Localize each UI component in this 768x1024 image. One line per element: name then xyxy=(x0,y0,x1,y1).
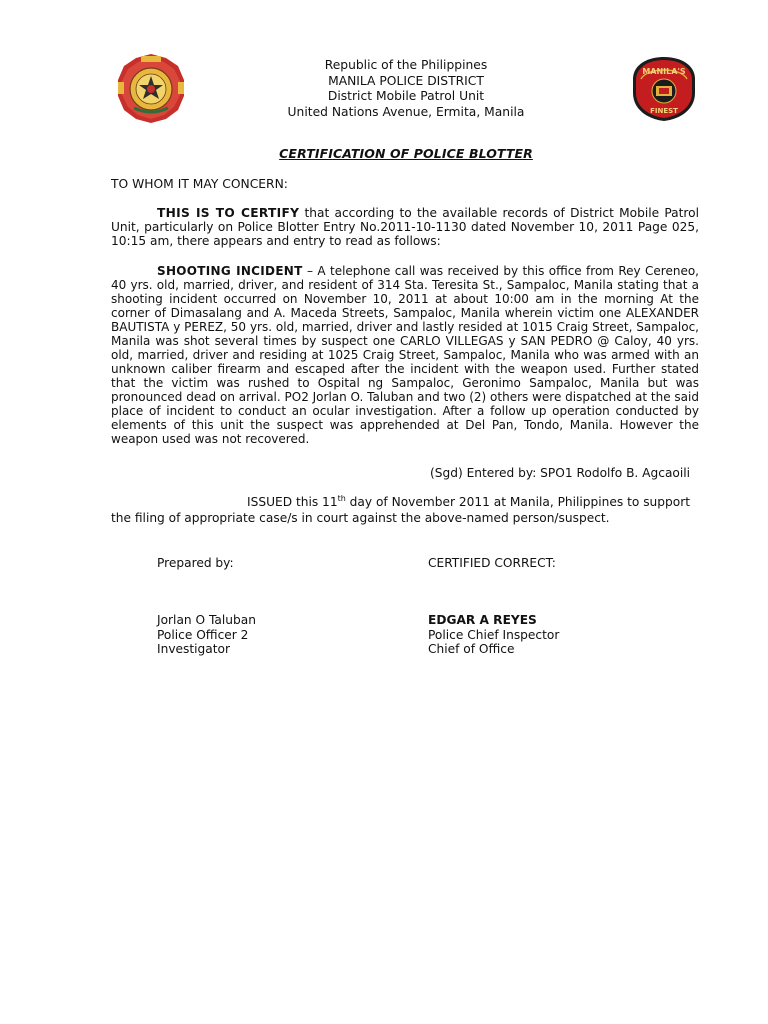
letterhead-address: United Nations Avenue, Ermita, Manila xyxy=(287,104,525,119)
issued-prefix: ISSUED this 11 xyxy=(247,495,338,509)
svg-text:FINEST: FINEST xyxy=(650,107,678,115)
manilas-finest-badge-icon xyxy=(631,55,697,123)
certifier-rank: Police Chief Inspector xyxy=(428,627,560,642)
certify-lead: THIS IS TO CERTIFY xyxy=(157,206,300,220)
certification-paragraph xyxy=(111,206,699,248)
letterhead-country: Republic of the Philippines xyxy=(324,58,488,72)
certify-body: that according to the available records of District Mobile Patrol Unit, particularly on Police Blotter Entry No.2011-10-1130 dated November 10, 2011 Page 025, 10:15 am, there appears and entry to read as follows: xyxy=(111,206,700,248)
document-title: CERTIFICATION OF POLICE BLOTTER xyxy=(279,146,533,161)
svg-text:MANILA'S: MANILA'S xyxy=(642,67,686,76)
entered-by: (Sgd) Entered by: SPO1 Rodolfo B. Agcaoili xyxy=(430,466,691,480)
salutation: TO WHOM IT MAY CONCERN: xyxy=(111,177,288,191)
police-seal-icon xyxy=(116,52,186,124)
letterhead xyxy=(250,58,562,120)
prepared-by-block xyxy=(157,613,256,657)
issued-paragraph xyxy=(111,495,699,526)
issued-rest: day of November 2011 at Manila, Philippines to support the filing of appropriate case/s in court against the above-named person/suspect. xyxy=(111,495,691,525)
issued-ordinal: th xyxy=(337,493,346,503)
preparer-name: Jorlan O Taluban xyxy=(157,613,256,627)
preparer-position: Investigator xyxy=(157,642,230,656)
certifier-name: EDGAR A REYES xyxy=(428,613,537,627)
preparer-rank: Police Officer 2 xyxy=(157,627,249,642)
letterhead-district: MANILA POLICE DISTRICT xyxy=(328,73,484,88)
prepared-by-label: Prepared by: xyxy=(157,556,234,570)
incident-paragraph xyxy=(111,264,699,446)
letterhead-unit: District Mobile Patrol Unit xyxy=(327,89,485,103)
certifier-position: Chief of Office xyxy=(428,642,515,656)
certified-correct-block xyxy=(428,613,559,657)
incident-body: – A telephone call was received by this office from Rey Cereneo, 40 yrs. old, married, driver, and resident of 314 Sta. Teresita St., Sampaloc, Manila stating that a shooting incident occurred on November 10, 2011 at about 10:00 am in the morning At the corner of Dimasalang and A. Maceda Streets, Sampaloc, Manila wherein victim one ALEXANDER BAUTISTA y PEREZ, 50 yrs. old, married, driver and lastly resided at 1015 Craig Street, Sampaloc, Manila was shot several times by suspect one CARLO VILLEGAS y SAN PEDRO @ Caloy, 40 yrs. old, married, driver and residing at 1025 Craig Street, Sampaloc, Manila who was armed with an unknown caliber firearm and escaped after the incident with the weapon used. Further stated that the victim was rushed to Ospital ng Sampaloc, Geronimo Sampaloc, Manila but was pronounced dead on arrival. PO2 Jorlan O. Taluban and two (2) others were dispatched at the said place of incident to conduct an ocular investigation. After a follow up operation conducted by elements of this unit the suspect was apprehended at Del Pan, Tondo, Manila. However the weapon used was not recovered. xyxy=(111,264,699,446)
incident-lead: SHOOTING INCIDENT xyxy=(157,264,303,278)
certified-correct-label: CERTIFIED CORRECT: xyxy=(428,556,556,570)
